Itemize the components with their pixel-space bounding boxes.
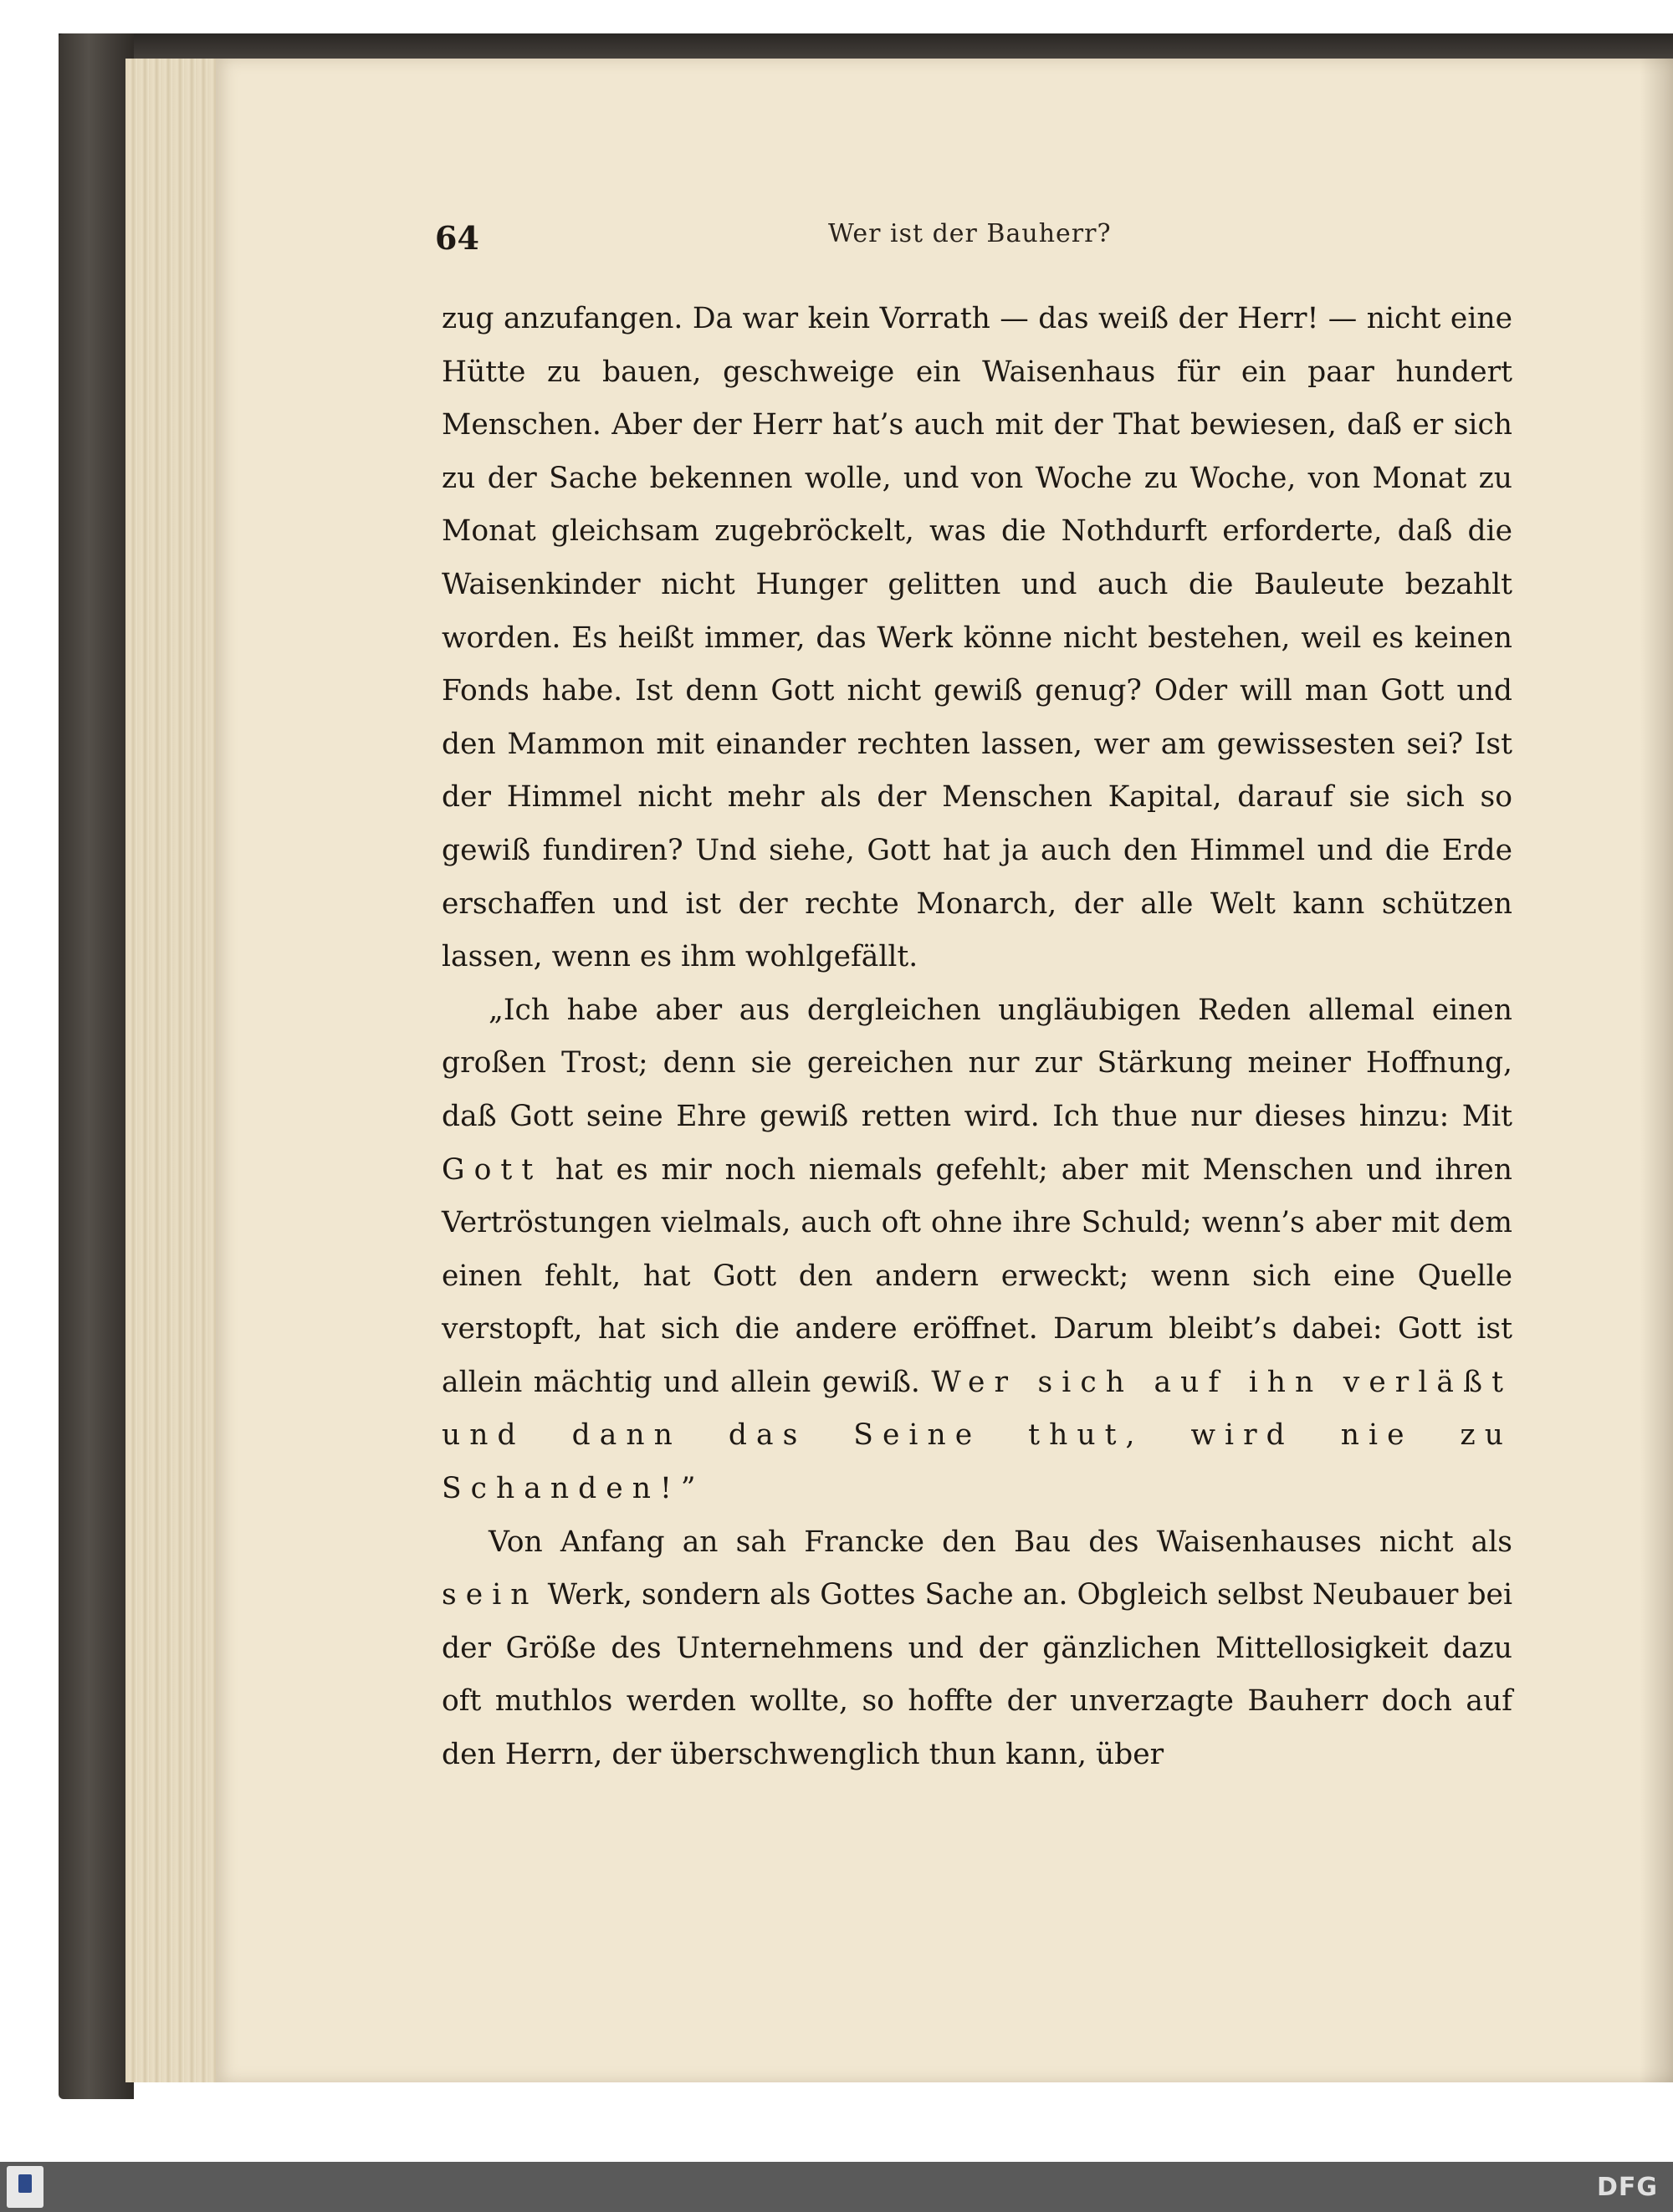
text-run: Von Anfang an sah Francke den Bau des Waisenhauses nicht als <box>489 1525 1512 1559</box>
page-number: 64 <box>435 219 479 257</box>
page-edges <box>125 59 219 2082</box>
text-run: zug anzufangen. Da war kein Vorrath — das weiß der Herr! — nicht eine Hütte zu bauen, geschweige ein Waisenhaus für ein paar hundert Menschen. Aber der Herr hat’s auch mit der That bewiesen, daß er sich zu der Sache bekennen wolle, und von Woche zu Woche, von Monat zu Monat gleichsam zugebröckelt, was die Nothdurft erforderte, daß die Waisenkinder nicht Hunger gelitten und auch die Bauleute bezahlt worden. Es heißt immer, das Werk könne nicht bestehen, weil es keinen Fonds habe. Ist denn Gott nicht gewiß genug? Oder will man Gott und den Mammon mit einander rechten lassen, wer am gewissesten sei? Ist der Himmel nicht mehr als der Menschen Kapital, darauf sie sich so gewiß fundiren? Und siehe, Gott hat ja auch den Himmel und die Erde erschaffen und ist der rechte Monarch, der alle Welt kann schützen lassen, wenn es ihm wohlgefällt. <box>442 302 1512 974</box>
running-title: Wer ist der Bauherr? <box>828 219 1112 248</box>
text-run: hat es mir noch niemals gefehlt; aber mit Menschen und ihren Vertröstungen vielmals, auch oft ohne ihre Schuld; wenn’s aber mit dem einen fehlt, hat Gott den andern erweckt; wenn sich eine Quelle verstopft, hat sich die andere eröffnet. Darum bleibt’s dabei: Gott ist allein mächtig und allein gewiß. <box>442 1152 1512 1399</box>
text-run: „Ich habe aber aus dergleichen ungläubigen Reden allemal einen großen Trost; denn sie gereichen nur zur Stärkung meiner Hoffnung, daß Gott seine Ehre gewiß retten wird. Ich thue nur dieses hinzu: Mit <box>442 993 1512 1133</box>
spaced-emphasis-text: Wer sich auf ihn verläßt und dann das Seine thut, wird nie zu Schanden! <box>442 1365 1512 1506</box>
spaced-emphasis-text: sein <box>442 1578 539 1612</box>
paragraph <box>442 984 1512 1516</box>
dfg-mark: DFG <box>1596 2173 1658 2202</box>
paragraph <box>442 1516 1512 1782</box>
body-text <box>442 293 1512 1782</box>
library-logo-icon <box>7 2166 43 2208</box>
viewer-footer-bar <box>0 2162 1673 2212</box>
book-cover-spine <box>59 33 134 2099</box>
paragraph <box>442 293 1512 984</box>
spaced-emphasis-text: Gott <box>442 1152 543 1187</box>
text-run: Werk, sondern als Gottes Sache an. Obgleich selbst Neubauer bei der Größe des Unternehmens und der gänzlichen Mittellosigkeit dazu oft muthlos werden wollte, so hoffte der unverzagte Bauherr doch auf den Herrn, der überschwenglich thun kann, über <box>442 1578 1512 1772</box>
page-fold-shadow <box>1640 59 1673 2082</box>
text-run: ” <box>680 1472 696 1506</box>
